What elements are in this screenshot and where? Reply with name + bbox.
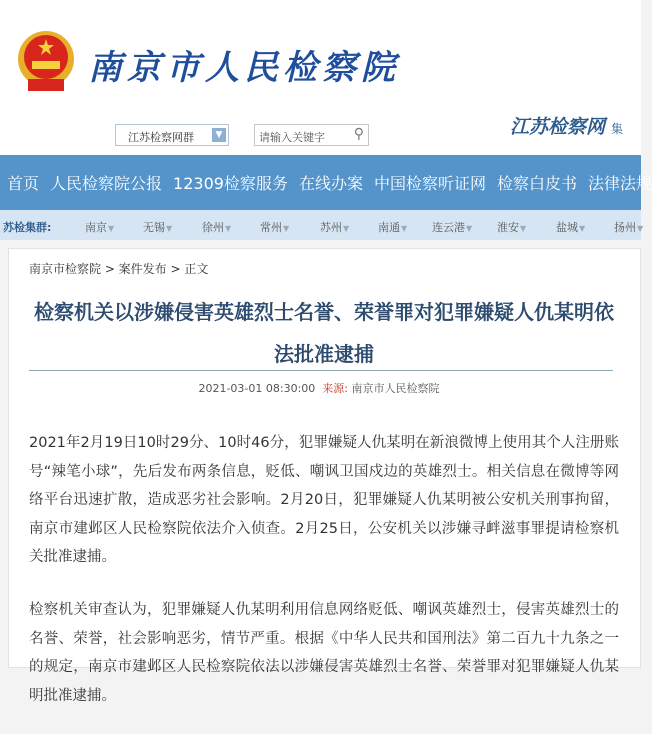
subnav-item[interactable]: 连云港▼ <box>432 221 473 234</box>
sub-nav <box>0 210 644 240</box>
search-icon[interactable]: ⚲ <box>353 126 364 142</box>
right-logo-text: 江苏检察网 <box>510 116 606 138</box>
chevron-down-icon: ▼ <box>166 224 173 233</box>
subnav-item[interactable]: 扬州▼ <box>614 221 644 234</box>
article-meta <box>9 380 629 396</box>
search-input[interactable] <box>254 124 369 146</box>
subnav-item[interactable]: 盐城▼ <box>556 221 586 234</box>
chevron-down-icon: ▼ <box>579 224 586 233</box>
nav-bulletin[interactable]: 人民检察院公报 <box>50 174 163 193</box>
article-body <box>29 429 619 734</box>
site-header <box>0 0 641 155</box>
divider <box>29 370 613 371</box>
chevron-down-icon: ▼ <box>212 128 226 142</box>
right-logo-suffix: 集 <box>611 122 624 136</box>
article-card <box>8 248 641 704</box>
chevron-down-icon: ▼ <box>225 224 232 233</box>
subnav-item[interactable]: 苏州▼ <box>320 221 350 234</box>
national-emblem-icon <box>16 29 76 93</box>
nav-home[interactable]: 首页 <box>7 174 40 193</box>
subnav-item[interactable]: 淮安▼ <box>497 221 527 234</box>
main-nav <box>0 155 652 210</box>
chevron-down-icon: ▼ <box>343 224 350 233</box>
paragraph: 2021年2月19日10时29分、10时46分，犯罪嫌疑人仇某明在新浪微博上使用其个人注册账号“辣笔小球”，先后发布两条信息，贬低、嘲讽卫国戍边的英雄烈士。相关信息在微博等网络平台迅速扩散，造成恶劣社会影响。2月20日，犯罪嫌疑人仇某明被公安机关刑事拘留，南京市建邺区人民检察院依法介入侦查。2月25日，公安机关以涉嫌寻衅滋事罪提请检察机关批准逮捕。 <box>29 435 619 566</box>
chevron-down-icon: ▼ <box>466 224 473 233</box>
site-title[interactable]: 南京市人民检察院 <box>88 48 400 88</box>
article-datetime: 2021-03-01 08:30:00 <box>198 382 316 395</box>
chevron-down-icon: ▼ <box>637 224 644 233</box>
subnav-item[interactable]: 无锡▼ <box>143 221 173 234</box>
chevron-down-icon: ▼ <box>108 224 115 233</box>
nav-12309-service[interactable]: 12309检察服务 <box>173 174 288 193</box>
subnav-item[interactable]: 南京▼ <box>85 221 115 234</box>
subnav-item[interactable]: 徐州▼ <box>202 221 232 234</box>
subnav-label: 苏检集群: <box>3 221 52 234</box>
chevron-down-icon: ▼ <box>401 224 408 233</box>
article-title: 检察机关以涉嫌侵害英雄烈士名誉、荣誉罪对犯罪嫌疑人仇某明依法批准逮捕 <box>34 300 614 366</box>
site-group-select-value: 江苏检察网群 <box>128 131 194 144</box>
jiangsu-procuratorate-logo[interactable] <box>510 112 623 139</box>
nav-hearing-net[interactable]: 中国检察听证网 <box>373 174 486 193</box>
paragraph: 检察机关审查认为，犯罪嫌疑人仇某明利用信息网络贬低、嘲讽英雄烈士，侵害英雄烈士的名誉、荣誉，社会影响恶劣，情节严重。根据《中华人民共和国刑法》第二百九十九条之一的规定，南京市建邺区人民检察院依法以涉嫌侵害英雄烈士名誉、荣誉罪对犯罪嫌疑人仇某明批准逮捕。 <box>29 601 619 704</box>
chevron-down-icon: ▼ <box>520 224 527 233</box>
source-label: 来源: <box>322 382 349 395</box>
subnav-item[interactable]: 常州▼ <box>260 221 290 234</box>
nav-white-paper[interactable]: 检察白皮书 <box>496 174 577 193</box>
search-placeholder: 请输入关键字 <box>259 131 325 144</box>
nav-laws[interactable]: 法律法规 <box>587 174 652 193</box>
site-group-select[interactable] <box>115 124 229 146</box>
nav-online-case[interactable]: 在线办案 <box>298 174 363 193</box>
breadcrumb[interactable]: 南京市检察院 > 案件发布 > 正文 <box>29 262 209 276</box>
article-source: 南京市人民检察院 <box>351 382 440 395</box>
subnav-item[interactable]: 南通▼ <box>378 221 408 234</box>
chevron-down-icon: ▼ <box>283 224 290 233</box>
